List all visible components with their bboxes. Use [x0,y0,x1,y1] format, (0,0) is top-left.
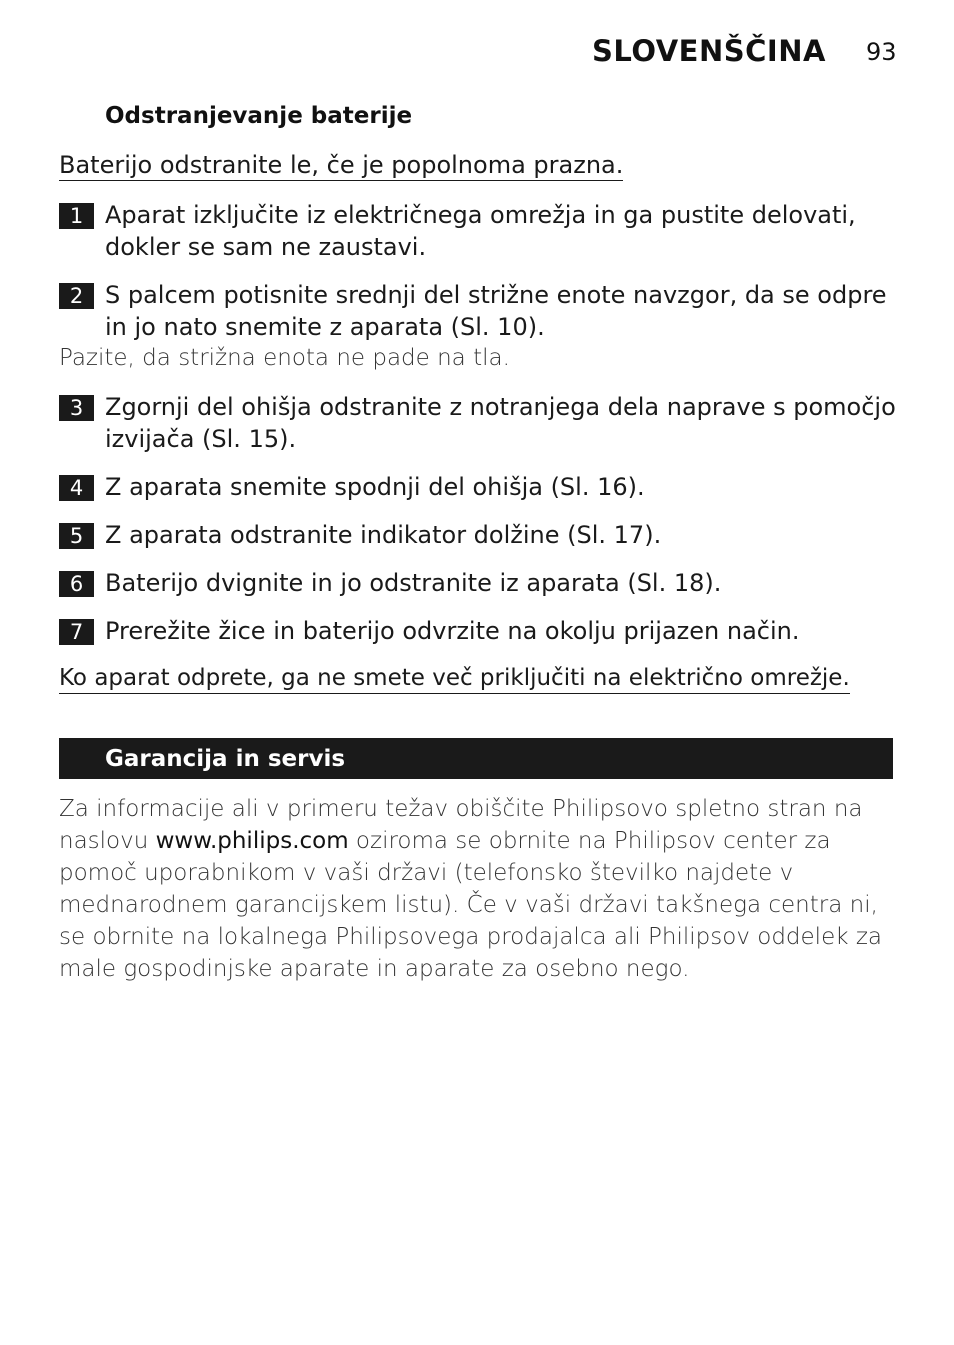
step-note: Pazite, da strižna enota ne pade na tla. [59,345,510,371]
step-number: 5 [59,523,94,549]
step-number: 4 [59,475,94,501]
step-text: S palcem potisnite srednji del strižne enote navzgor, da se odpre in jo nato snemite z aparata (Sl. 10). [105,281,887,341]
step-number: 6 [59,571,94,597]
step-number: 2 [59,283,94,309]
step-text: Z aparata snemite spodnji del ohišja (Sl. 16). [105,473,645,501]
step-1 [59,199,899,263]
step-text: Baterijo dvignite in jo odstranite iz aparata (Sl. 18). [105,569,722,597]
step-6 [59,567,899,599]
step-number: 7 [59,619,94,645]
step-3 [59,391,899,455]
battery-removal-heading: Odstranjevanje baterije [105,103,413,129]
step-7 [59,615,899,647]
step-number: 3 [59,395,94,421]
page-number: 93 [866,38,897,66]
step-text: Aparat izključite iz električnega omrežja in ga pustite delovati, dokler se sam ne zaustavi. [105,201,856,261]
warranty-paragraph [59,793,894,985]
step-text: Prerežite žice in baterijo odvrzite na okolju prijazen način. [105,617,800,645]
step-2 [59,279,899,343]
step-4 [59,471,899,503]
step-number: 1 [59,203,94,229]
warning-text: Ko aparat odprete, ga ne smete več priključiti na električno omrežje. [59,663,850,694]
paragraph-text-end: oziroma se obrnite na Philipsov center za pomoč uporabnikom v vaši državi (telefonsko številko najdete v mednarodnem garancijskem listu). Če v vaši državi takšnega centra ni, se obrnite na lokalnega Philipsovega prodajalca ali Philipsov oddelek za male gospodinjske aparate in aparate za osebno nego. [59,828,883,982]
step-text: Z aparata odstranite indikator dolžine (Sl. 17). [105,521,662,549]
paragraph-text-start: Za informacije ali v primeru težav obiščite Philipsovo spletno stran na naslovu [59,796,863,854]
section-title: Garancija in servis [105,746,346,772]
philips-url-link[interactable]: www.philips.com [155,828,349,854]
section-bar [59,738,893,779]
step-text: Zgornji del ohišja odstranite z notranjega dela naprave s pomočjo izvijača (Sl. 15). [105,393,896,453]
battery-intro: Baterijo odstranite le, če je popolnoma prazna. [59,151,624,179]
step-5 [59,519,899,551]
header-language: SLOVENŠČINA [592,34,826,68]
